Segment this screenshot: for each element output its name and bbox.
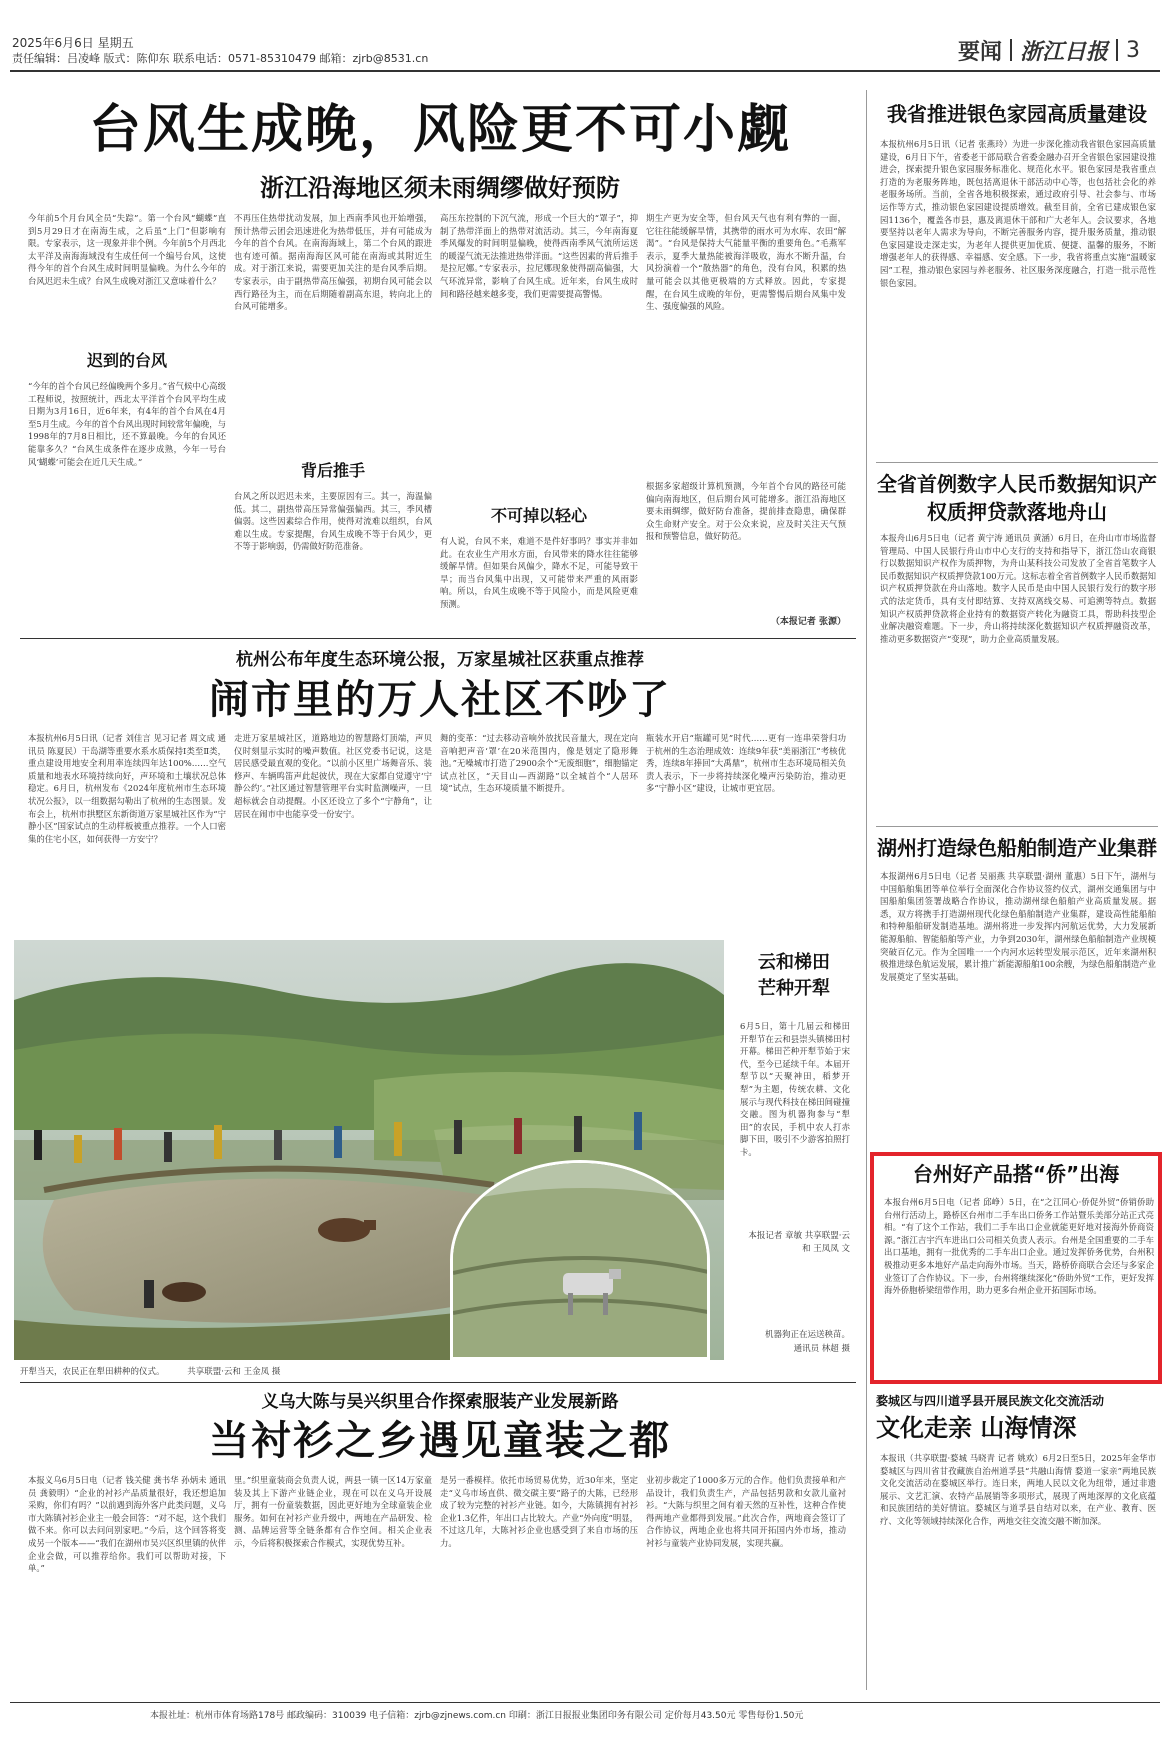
story2-col-2: 走进万家星城社区，道路地边的智慧路灯顶端，声贝仪时刻显示实时的噪声数值。社区党委书记说，这是居民感受最直观的变化。“以前小区里广场舞音乐、装修声、车辆鸣笛声此起彼伏，现在大家都自觉遵守‘宁静公约’。”社区通过智慧管理平台实时监测噪声，一旦超标就会自动提醒。小区还设立了多个“宁静角”，让居民在闹市中也能享受一份安宁。	[234, 733, 432, 819]
main-subhead-1: 迟到的台风	[86, 351, 167, 370]
inset-credit: 通讯员 林超 摄	[793, 1344, 850, 1354]
footer-rule	[10, 1702, 1160, 1703]
robot-dog-illustration	[453, 1163, 710, 1360]
footer-info: 本报社址：杭州市体育场路178号 邮政编码：310039 电子信箱：zjrb@zjnews.com.cn 印刷：浙江日报报业集团印务有限公司 定价每月43.50元 零售每份1.50元	[150, 1711, 804, 1721]
main-col-2b: 台风之所以迟迟未来，主要原因有三。其一，海温偏低。其二，副热带高压异常偏强偏西。其三，季风槽偏弱。这些因素综合作用，使得对流难以组织，台风难以生成。专家提醒，台风生成晚不等于台风少，更不等于影响弱，仍需做好防范准备。	[234, 491, 432, 552]
header-masthead	[958, 32, 1158, 68]
main-col-3b: 有人说，台风不来，难道不是件好事吗？事实并非如此。在农业生产用水方面，台风带来的降水往往能够缓解旱情。但如果台风偏少，降水不足，可能导致干旱；而当台风集中出现，又可能带来严重的风雨影响。所以，台风生成晚不等于风险小，而是风险更难预测。	[440, 536, 638, 609]
story-divider	[20, 638, 856, 639]
right-story5-kicker: 婺城区与四川道孚县开展民族文化交流活动	[876, 1394, 1105, 1408]
section-label: 要闻	[958, 39, 1003, 65]
right-story4-body: 本报台州6月5日电（记者 邱峥）5日，在“之江同心·侨促外贸”侨销侨助台州行活动上，路桥区台州市二手车出口侨务工作站暨乐美部分站正式亮相。“有了这个工作站，我们二手车出口企业就能更好地对接海外侨商资源。”浙江吉宇汽车进出口公司相关负责人表示。台州是全国重要的二手车出口基地，拥有一批优秀的二手车出口企业。通过发挥侨务优势，台州积极推动更多本地好产品走向海外市场。当天，路桥侨商联合会还与多家企业签订了合作协议。下一步，台州将继续深化“侨助外贸”工作，更好发挥海外侨胞桥梁纽带作用，助力更多台州企业开拓国际市场。	[884, 1197, 1154, 1296]
right-story3-body: 本报湖州6月5日电（记者 吴丽燕 共享联盟·湖州 董惠）5日下午，湖州与中国船舶集团等单位举行全面深化合作协议签约仪式，湖州交通集团与中国船舶集团签署战略合作协议，推动湖州绿色船舶产业高质量发展。据悉，双方将携手打造湖州现代化绿色船舶制造产业集群，建设高性能船舶和特种船舶研发制造基地。湖州将进一步发挥内河航运优势，大力发展新能源船舶、智能船舶等产业，力争到2030年，湖州绿色船舶制造产业规模突破百亿元。作为全国唯一一个内河水运转型发展示范区，近年来湖州积极推进绿色航运发展，累计推广新能源船舶100余艘，为绿色船舶制造产业发展奠定了坚实基础。	[880, 871, 1156, 982]
story2-kicker: 杭州公布年度生态环境公报，万家星城社区获重点推荐	[236, 650, 644, 670]
header-rule	[10, 70, 1160, 72]
main-subhead-3: 不可掉以轻心	[490, 506, 587, 525]
story3-kicker: 义乌大陈与吴兴织里合作探索服装产业发展新路	[261, 1392, 619, 1412]
right-story5-headline: 文化走亲 山海情深	[876, 1414, 1077, 1442]
photo-caption: 6月5日，第十几届云和梯田开犁节在云和县崇头镇梯田村开幕。梯田芒种开犁节始于宋代，至今已延续千年。本届开犁节以“天聚神田，稻梦开犁”为主题，传统农耕、文化展示与现代科技在梯田间碰撞交融。图为机器狗参与“犁田”的农民，手机中农人打赤脚下田，吸引不少游客拍照打卡。	[740, 1021, 850, 1157]
right-story1-body: 本报杭州6月5日讯（记者 张燕玲）为进一步深化推动我省银色家园高质量建设，6月日下午，省委老干部局联合省委金融办召开全省银色家园建设推进会，探索提升银色家园服务标准化、规范化水平。银色家园是我省重点打造的为老服务阵地，既包括离退休干部活动中心等，也包括社会化的养老服务场所。当前，全省各地积极探索，通过政府引导、社会参与、市场运作等方式，推动银色家园建设提质增效。截至目前，全省已建成银色家园1136个，覆盖各市县，惠及离退休干部和广大老年人。会议要求，各地要坚持以老年人需求为导向，不断完善服务内容，提升服务质量，推动银色家园建设走深走实，为老年人提供更加优质、便捷、温馨的服务，不断增强老年人的获得感、幸福感、安全感。下一步，我省将重点实施“温暖家园”工程，推动银色家园与养老服务、社区服务深度融合，打造一批示范性银色家园。	[880, 139, 1156, 288]
right-story3-headline: 湖州打造绿色船舶制造产业集群	[877, 836, 1157, 860]
main-subhead-2: 背后推手	[300, 461, 365, 480]
story3-col-4: 业初步裁定了1000多万元的合作。他们负责接单和产品设计，我们负责生产，产品包括男款和女款儿童衬衫。“大陈与织里之间有着天然的互补性，这种合作使得两地产业都得到发展。”此次合作，两地商会签订了合作协议，两地企业也将共同开拓国内外市场，推动衬衫与童装产业协同发展，实现共赢。	[646, 1475, 846, 1548]
story2-col-1: 本报杭州6月5日讯（记者 刘佳言 见习记者 周文成 通讯员 陈夏民）干岛湖等重要水系水质保持Ⅰ类至Ⅱ类，重点建设用地安全利用率连续四年达100%……空气质量和地表水环境持续向好，声环境和土壤状况总体稳定。6月日，杭州发布《2024年度杭州市生态环境状况公报》，以一组数据勾勒出了杭州的生态图景。发布会上，杭州市拱墅区东新街道万家星城社区作为“宁静小区”国家试点的生动样板被重点推荐。一个人口密集的住宅小区，如何获得一方安宁？	[28, 733, 226, 844]
right-story4-headline: 台州好产品搭“侨”出海	[912, 1162, 1120, 1186]
story3-col-1: 本报义乌6月5日电（记者 钱关健 龚书华 孙炳未 通讯员 龚毅明）“企业的衬衫产品质量很好，我还想追加采购，你们有吗？”以前遇到海外客户此类问题，义乌市大陈镇衬衫企业主一般会回答：“对不起，这个我们做不来。你可以去问问别家吧。”今后，这个回答将变成另一个版本——“我们在湖州市吴兴区织里镇的伙伴企业会做，可以推荐给你。我们可以帮助对接，下单。”	[28, 1475, 226, 1574]
main-subheadline: 浙江沿海地区须未雨绸缪做好预防	[260, 174, 620, 202]
main-byline: （本报记者 张源）	[770, 617, 846, 627]
story-divider	[20, 1382, 856, 1383]
page-number: 3	[1126, 37, 1141, 63]
main-col-1: 今年前5个月台风全员“失踪”。第一个台风“蝴蝶”直到5月29日才在南海生成，之后虽“上门”但影响有限。专家表示，这一现象并非个例。今年前5个月西北太平洋及南海海域没有生成任何一个编号台风，这使得今年的首个台风生成时间明显偏晚。为什么今年的台风迟迟未生成？台风生成晚对浙江又意味着什么？	[28, 213, 226, 286]
header-date: 2025年6月6日 星期五	[12, 36, 134, 50]
story3-col-3: 是另一番模样。依托市场贸易优势，近30年来，坚定走“义乌市场直供、微交碳主要”路子的大陈，已经形成了较为完整的衬衫产业链。如今，大陈镇拥有衬衫企业1.3亿件，年出口占比较大。产业“外向度”明显，不过这几年，大陈衬衫企业也感受到了来自市场的压力。	[440, 1475, 638, 1548]
masthead-divider	[1116, 39, 1118, 61]
photo-left-caption	[20, 1365, 420, 1377]
main-col-4: 期生产更为安全等，但台风天气也有利有弊的一面，它往往能缓解旱情，其携带的雨水可为水库、农田“解渴”。“台风是保持大气能量平衡的重要角色。”毛燕军表示，夏季大量热能被海洋吸收，海水不断升温，台风扮演着一个“散热器”的角色，没有台风，积累的热量可能会以其他更极端的方式释放。因此，专家提醒，在台风生成晚的年份，更需警惕后期台风集中发生、强度偏强的风险。	[646, 213, 846, 312]
story2-col-3: 舞的变革：“过去移动音响外放扰民音量大，现在定向音响把声音‘罩’在20米范围内，像是划定了隐形舞池。”无噪城市打造了2900余个“无废细胞”，细胞锚定试点社区，“天目山—西湖路”以全城首个“人居环境”试点，生态环境质量不断提升。	[440, 733, 638, 794]
story3-headline: 当衬衫之乡遇见童装之都	[209, 1418, 671, 1464]
right-story1-headline: 我省推进银色家园高质量建设	[887, 102, 1147, 126]
right-divider	[876, 826, 1158, 827]
photo-title-line-2: 芒种开犁	[758, 978, 830, 999]
story2-col-4: 瓶装水开启“瓶罐可见”时代……更有一连串荣誉归功于杭州的生态治理成效：连续9年获“美丽浙江”考核优秀，连续8年捧回“大禹鼎”，杭州市生态环境局相关负责人表示，下一步将持续深化噪声污染防治，推动更多“宁静小区”建设，让城市更宜居。	[646, 733, 846, 794]
photo-credit: 本报记者 章敏 共享联盟·云和 王凤凤 文	[748, 1231, 850, 1254]
right-story2-headline: 全省首例数字人民币数据知识产权质押贷款落地舟山	[877, 472, 1157, 524]
main-col-4b: 根据多家超级计算机预测，今年首个台风的路径可能偏向南海地区，但后期台风可能增多。浙江沿海地区要未雨绸缪，做好防台准备，提前排查隐患，确保群众生命财产安全。对于公众来说，应及时关注天气预报和预警信息，做好防范。	[646, 481, 846, 542]
masthead-divider	[1010, 39, 1012, 61]
main-col-1b: “今年的首个台风已经偏晚两个多月。”省气候中心高级工程师说，按照统计，西北太平洋首个台风平均生成日期为3月16日，近6年来，有4年的首个台风在4月至5月生成。今年的首个台风出现时间较常年偏晚，与1998年的7月8日相比，还不算最晚。今年的台风还能靠多久？“台风生成条件在逐步成熟，今年一号台风‘蝴蝶’可能会在近几天生成。”	[28, 381, 226, 467]
paper-name: 浙江日报	[1020, 38, 1109, 65]
main-col-2: 不再压住热带扰动发展，加上西南季风也开始增强，预计热带云团会迅速进化为热带低压，并有可能成为今年的首个台风。在南海海域上，第二个台风的跟进也有迹可循。据南海海区风可能在南海或其附近生成。对于浙江来说，需要更加关注的是台风季后期。专家表示，由于副热带高压偏强，初期台风可能会以西行路径为主，而在后期随着副高东退，转向北上的台风可能增多。	[234, 213, 432, 312]
inset-photo	[450, 1160, 710, 1360]
right-story5-body: 本报讯（共享联盟·婺城 马晓青 记者 姚欢）6月2日至5日，2025年金华市婺城区与四川省甘孜藏族自治州道孚县“共融山海情 婺道一家亲”两地民族文化交流活动在婺城区举行。连日来，两地人民以文化为纽带，通过非遗展示、文艺汇演、农特产品展销等多项形式，展现了两地深厚的文化底蕴和民族团结的美好情谊。婺城区与道孚县自结对以来，在产业、教育、医疗、文化等领域持续深化合作，两地交往交流交融不断加深。	[880, 1453, 1156, 1526]
main-headline: 台风生成晚，风险更不可小觑	[88, 100, 791, 160]
main-col-3: 高压东控制的下沉气流，形成一个巨大的“罩子”，抑制了热带洋面上的热带对流活动。其三，今年南海夏季风爆发的时间明显偏晚，使得西南季风气流所运送的暖湿气流无法推进热带洋面。“这些因素的背后推手是拉尼娜。”专家表示，拉尼娜现象使得副高偏强，大气环流异常，影响了台风生成。近年来，台风生成时间和路径越来越多变，我们更需要提高警惕。	[440, 213, 638, 299]
column-rule	[866, 90, 867, 1690]
right-divider	[876, 462, 1158, 463]
photo-title	[738, 950, 850, 1002]
left-credit-text: 共享联盟·云和 王金凤 摄	[187, 1367, 281, 1377]
header-editors: 责任编辑：吕凌峰 版式：陈仰东 联系电话：0571-85310479 邮箱：zjrb@8531.cn	[12, 52, 429, 65]
left-caption-text: 开犁当天，农民正在犁田耕种的仪式。	[20, 1367, 165, 1377]
story3-col-2: 里。”织里童装商会负责人说，两县一镇一区14万家童装及其上下游产业链企业，现在可以在义乌开设展厅，拥有一份童装数据，因此更好地为全球童装企业服务。如何在衬衫产业升级中，两地在产品研发、检测、品牌运营等全链条都有合作空间。相关企业表示，今后将积极探索合作模式，实现优势互补。	[234, 1475, 432, 1548]
right-story2-body: 本报舟山6月5日电（记者 黄宁涛 通讯员 黄涵）6月日，在舟山市市场监督管理局、中国人民银行舟山市中心支行的支持和指导下，浙江岱山农商银行以数据知识产权作为质押物，为舟山某科技公司发放了全省首笔数字人民币数据知识产权质押贷款100万元。这标志着全省首例数字人民币数据知识产权质押贷款在舟山落地。数字人民币是由中国人民银行发行的数字形式的法定货币，具有支付即结算、支持双离线交易、可追溯等特点。数据知识产权质押贷款将企业持有的数据资产转化为融资工具，帮助科技型企业解决融资难题。下一步，舟山将持续深化数据知识产权质押融资改革，推动更多数据资产“变现”，助力企业高质量发展。	[880, 533, 1156, 644]
inset-caption: 机器狗正在运送秧苗。	[764, 1330, 850, 1340]
photo-title-line-1: 云和梯田	[758, 952, 830, 973]
story2-headline: 闹市里的万人社区不吵了	[209, 677, 671, 723]
